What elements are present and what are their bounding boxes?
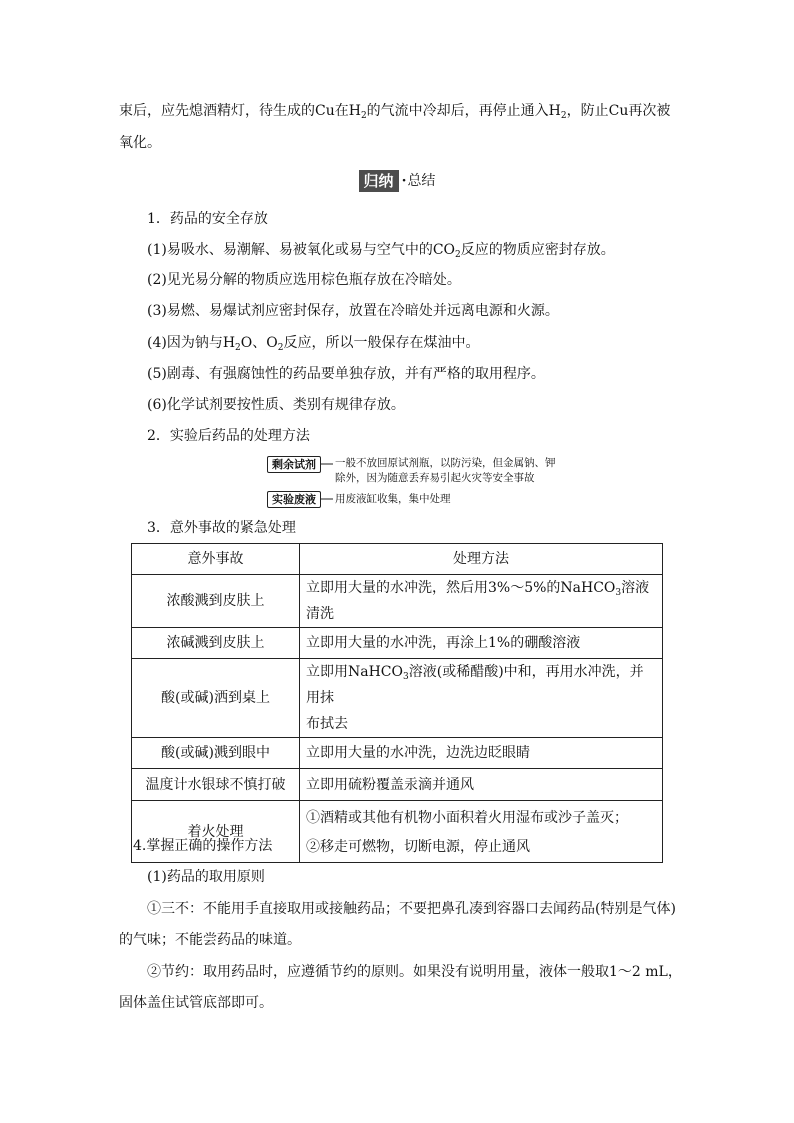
accident-cell: 温度计水银球不慎打破 — [132, 769, 300, 801]
method-cell: 立即用大量的水冲洗，边洗边眨眼睛 — [300, 738, 663, 769]
accident-cell: 酸(或碱)洒到桌上 — [132, 659, 300, 738]
method-cell: 立即用硫粉覆盖汞滴并通风 — [300, 769, 663, 801]
table-row — [132, 628, 663, 659]
accident-cell: 浓碱溅到皮肤上 — [132, 628, 300, 659]
method-cell: ①酒精或其他有机物小面积着火用湿布或沙子盖灭； ②移走可燃物，切断电源，停止通风 — [300, 801, 663, 863]
accident-table — [131, 543, 663, 863]
method-cell: 立即用NaHCO$_3$溶液(或稀醋酸)中和，再用水冲洗，并用抹 布拭去 — [300, 659, 663, 738]
s1-item-2: (2)见光易分解的物质应选用棕色瓶存放在冷暗处。 — [147, 272, 461, 288]
header-accident: 意外事故 — [132, 544, 300, 575]
s1-item-6: (6)化学试剂要按性质、类别有规律存放。 — [147, 397, 405, 413]
s4-para-1-line-1: ①三不：不能用手直接取用或接触药品；不要把鼻孔凑到容器口去闻药品(特别是气体) — [147, 901, 676, 917]
s4-sub-1: (1)药品的取用原则 — [147, 869, 265, 885]
s4-para-2-line-2: 固体盖住试管底部即可。 — [119, 995, 273, 1011]
waste-text: 用废液缸收集，集中处理 — [335, 493, 451, 505]
accident-cell: 着火处理 — [132, 801, 300, 863]
leftover-text-1: 一般不放回原试剂瓶，以防污染，但金属钠、钾 — [335, 457, 556, 469]
method-cell: 立即用大量的水冲洗，然后用3%～5%的NaHCO$_3$溶液清洗 — [300, 575, 663, 628]
s1-item-5: (5)剧毒、有强腐蚀性的药品要单独存放，并有严格的取用程序。 — [147, 366, 545, 382]
leftover-text-2: 除外，因为随意丢弃易引起火灾等安全事故 — [335, 472, 535, 484]
s1-item-3: (3)易燃、易爆试剂应密封保存，放置在冷暗处并远离电源和火源。 — [147, 303, 559, 319]
table-row — [132, 659, 663, 738]
summary-tag: 归纳 — [359, 170, 399, 192]
intro-line-2: 氧化。 — [119, 135, 161, 151]
tag-dot: · — [401, 173, 407, 189]
table-row — [132, 738, 663, 769]
intro-line-1: 束后，应先熄酒精灯，待生成的Cu在$H_2$的气流中冷却后，再停止通入$H_2$，防止Cu再次被 — [119, 103, 671, 121]
box-waste-liquid: 实验废液 — [267, 491, 321, 508]
s4-para-2-line-1: ②节约：取用药品时，应遵循节约的原则。如果没有说明用量，液体一般取1～2 mL， — [147, 964, 682, 980]
s3-heading: 3．意外事故的紧急处理 — [147, 520, 296, 536]
table-row — [132, 575, 663, 628]
s2-heading: 2．实验后药品的处理方法 — [147, 428, 310, 444]
s4-para-1-line-2: 的气味；不能尝药品的味道。 — [119, 932, 301, 948]
method-cell: 立即用大量的水冲洗，再涂上1%的硼酸溶液 — [300, 628, 663, 659]
box-leftover-reagent: 剩余试剂 — [267, 456, 321, 473]
accident-cell: 酸(或碱)溅到眼中 — [132, 738, 300, 769]
tag-label: 总结 — [407, 173, 436, 189]
table-row — [132, 769, 663, 801]
s1-item-4: (4)因为钠与$H_2O$、$O_2$反应，所以一般保存在煤油中。 — [147, 335, 480, 353]
table-header-row — [132, 544, 663, 575]
disposal-diagram — [265, 452, 565, 512]
s1-item-1: (1)易吸水、易潮解、易被氧化或易与空气中的$CO_2$反应的物质应密封存放。 — [147, 242, 615, 260]
header-method: 处理方法 — [300, 544, 663, 575]
s4-heading: 4.掌握正确的操作方法 — [133, 838, 273, 854]
section-title — [0, 170, 794, 192]
accident-cell: 浓酸溅到皮肤上 — [132, 575, 300, 628]
s1-heading: 1．药品的安全存放 — [147, 211, 268, 227]
